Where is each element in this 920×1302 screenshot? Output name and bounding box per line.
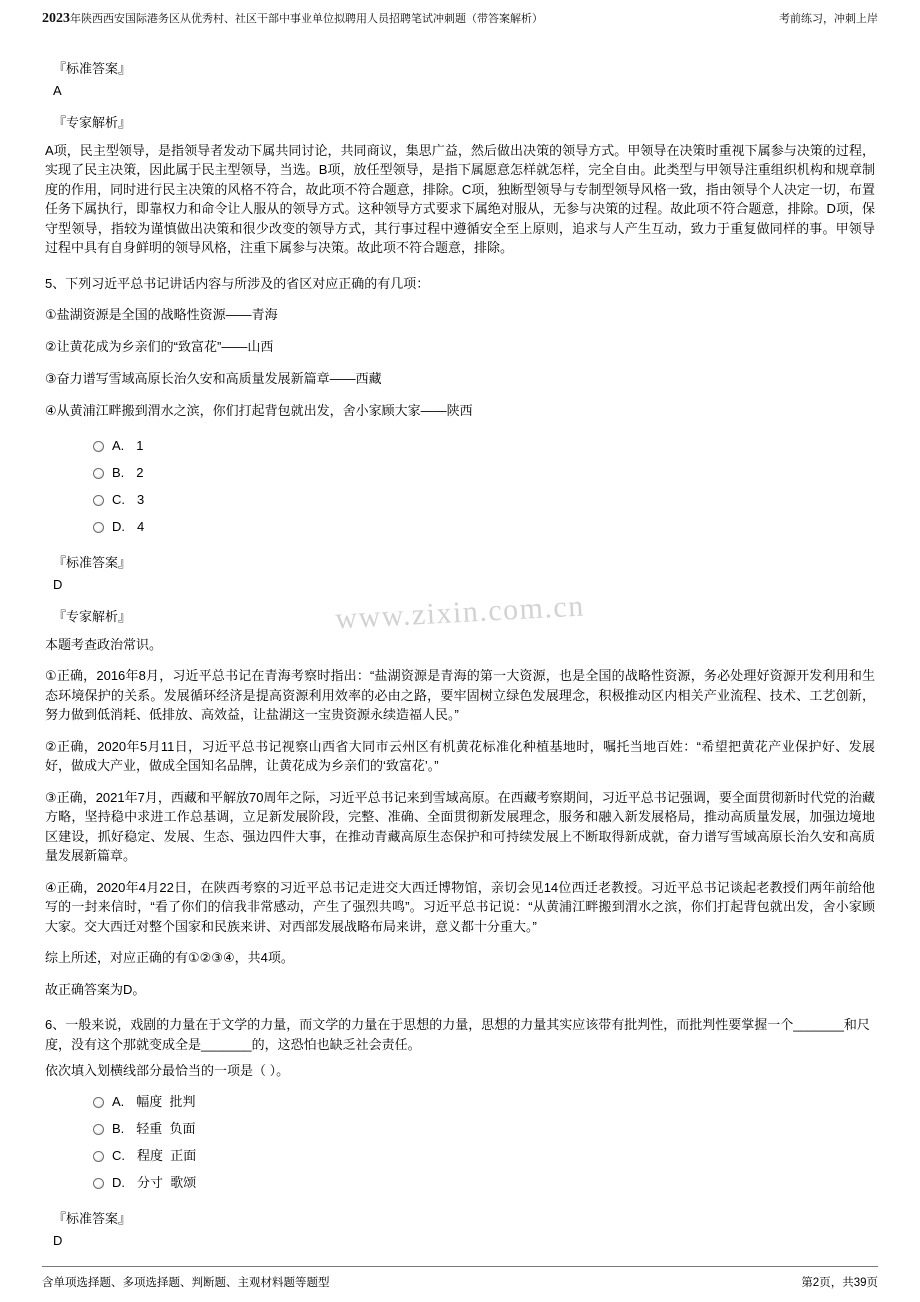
standard-answer-value: D bbox=[53, 577, 63, 593]
radio-button-icon[interactable] bbox=[93, 468, 104, 479]
footer-question-types-note: 含单项选择题、多项选择题、判断题、主观材料题等题型 bbox=[42, 1277, 330, 1289]
question-6-option-d[interactable] bbox=[93, 1170, 875, 1197]
option-text: 2 bbox=[136, 465, 144, 481]
question-5-item: ①盐湖资源是全国的战略性资源——青海 bbox=[45, 307, 278, 323]
question-5-stem: 5、下列习近平总书记讲话内容与所涉及的省区对应正确的有几项： bbox=[45, 275, 430, 291]
page-number: 第2页，共39页 bbox=[801, 1277, 878, 1289]
analysis-paragraph: ①正确，2016年8月，习近平总书记在青海考察时指出：“盐湖资源是青海的第一大资源，也是全国的战略性资源，务必处理好资源开发利用和生态环境保护的关系。发展循环经济是提高资源利用效率的必由之路，要牢固树立绿色发展理念，积极推动区内相关产业流程、技术、工艺创新，努力做到低消耗、低排放、高效益，让盐湖这一宝贵资源永续造福人民。” bbox=[45, 668, 875, 723]
page-footer bbox=[42, 1266, 878, 1290]
analysis-paragraph: ④正确，2020年4月22日，在陕西考察的习近平总书记走进交大西迁博物馆，亲切会见14位西迁老教授。习近平总书记谈起老教授们两年前给他写的一封来信时，“看了你们的信我非常感动，产生了强烈共鸣”。习近平总书记说：“从黄浦江畔搬到渭水之滨，你们打起背包就出发，舍小家顾大家。交大西迁对整个国家和民族来讲、对西部发展战略布局来讲，意义都十分重大。” bbox=[45, 879, 875, 934]
watermark: www.zixin.com.cn bbox=[334, 589, 586, 636]
question-5-options bbox=[93, 433, 875, 541]
option-text: 幅度 批判 bbox=[136, 1094, 196, 1110]
option-letter: B. bbox=[112, 465, 125, 481]
option-letter: D. bbox=[112, 1175, 125, 1191]
option-letter: A. bbox=[112, 438, 125, 454]
question-5-option-d[interactable] bbox=[93, 514, 875, 541]
header-title-text: 年陕西西安国际港务区从优秀村、社区干部中事业单位拟聘用人员招聘笔试冲刺题（带答案解析） bbox=[70, 13, 543, 25]
option-text: 分寸 歌颂 bbox=[137, 1175, 197, 1191]
option-text: 4 bbox=[137, 519, 145, 535]
radio-button-icon[interactable] bbox=[93, 441, 104, 452]
option-letter: D. bbox=[112, 519, 125, 535]
question-6-option-a[interactable] bbox=[93, 1089, 875, 1116]
standard-answer-label: 『标准答案』 bbox=[53, 61, 132, 76]
radio-button-icon[interactable] bbox=[93, 1097, 104, 1108]
question-5-option-a[interactable] bbox=[93, 433, 875, 460]
header-slogan: 考前练习，冲刺上岸 bbox=[779, 13, 878, 25]
question-5-option-c[interactable] bbox=[93, 487, 875, 514]
question-5-item: ③奋力谱写雪域高原长治久安和高质量发展新篇章——西藏 bbox=[45, 370, 382, 386]
question-5-item: ④从黄浦江畔搬到渭水之滨，你们打起背包就出发，舍小家顾大家——陕西 bbox=[45, 402, 473, 418]
radio-button-icon[interactable] bbox=[93, 1151, 104, 1162]
expert-analysis-label: 『专家解析』 bbox=[53, 609, 132, 625]
option-letter: A. bbox=[112, 1094, 125, 1110]
question-6-option-c[interactable] bbox=[93, 1143, 875, 1170]
expert-analysis-label: 『专家解析』 bbox=[53, 114, 132, 130]
question-6-options bbox=[93, 1089, 875, 1197]
analysis-conclusion: 综上所述，对应正确的有①②③④，共4项。 bbox=[45, 950, 294, 966]
option-letter: C. bbox=[112, 492, 125, 508]
radio-button-icon[interactable] bbox=[93, 495, 104, 506]
analysis-paragraph: A项，民主型领导，是指领导者发动下属共同讨论，共同商议，集思广益，然后做出决策的领导方式。甲领导在决策时重视下属参与决策的过程，实现了民主决策，因此属于民主型领导，当选。B项，放任型领导，是指下属愿意怎样就怎样，完全自由。此类型与甲领导注重组织机构和规章制度的作用，同时进行民主决策的风格不符合，故此项不符合题意，排除。C项，独断型领导与专制型领导风格一致，指由领导个人决定一切，布置任务下属执行，即靠权力和命令让人服从的领导方式。这种领导方式要求下属绝对服从，无参与决策的过程。故此项不符合题意，排除。D项，保守型领导，指较为谨慎做出决策和很少改变的领导方式，其行事过程中遵循安全至上原则，追求与人产生互动，致力于重复做同样的事。甲领导过程中具有自身鲜明的领导风格，注重下属参与决策。故此项不符合题意，排除。 bbox=[45, 142, 875, 256]
option-text: 3 bbox=[137, 492, 145, 508]
analysis-paragraph: ③正确，2021年7月，西藏和平解放70周年之际，习近平总书记来到雪域高原。在西藏考察期间，习近平总书记强调，要全面贯彻新时代党的治藏方略，坚持稳中求进工作总基调，立足新发展阶段，完整、准确、全面贯彻新发展理念，服务和融入新发展格局，推动高质量发展，加强边境地区建设，抓好稳定、发展、生态、强边四件大事，在推动青藏高原生态保护和可持续发展上不断取得新成就，奋力谱写雪域高原长治久安和高质量发展新篇章。 bbox=[45, 789, 875, 864]
header-title-year: 2023 bbox=[42, 11, 70, 26]
option-text: 1 bbox=[136, 438, 144, 454]
standard-answer-value: D bbox=[53, 1233, 63, 1249]
standard-answer-label: 『标准答案』 bbox=[53, 555, 132, 571]
radio-button-icon[interactable] bbox=[93, 1124, 104, 1135]
question-6-stem: 6、一般来说，戏剧的力量在于文学的力量，而文学的力量在于思想的力量，思想的力量其实应该带有批判性，而批判性要掌握一个_______和尺度，没有这个那就变成全是_______的，这恐怕也缺乏社会责任。 bbox=[45, 1017, 870, 1052]
standard-answer-value: A bbox=[53, 82, 62, 98]
question-5-option-b[interactable] bbox=[93, 460, 875, 487]
document-content bbox=[0, 27, 920, 1251]
header-title bbox=[42, 10, 543, 27]
radio-button-icon[interactable] bbox=[93, 1178, 104, 1189]
option-text: 程度 正面 bbox=[137, 1148, 197, 1164]
option-letter: C. bbox=[112, 1148, 125, 1164]
analysis-paragraph: 本题考查政治常识。 bbox=[45, 636, 163, 652]
option-text: 轻重 负面 bbox=[136, 1121, 196, 1137]
question-6-instruction: 依次填入划横线部分最恰当的一项是（ ）。 bbox=[45, 1063, 290, 1079]
analysis-final-answer: 故正确答案为D。 bbox=[45, 981, 146, 997]
analysis-paragraph: ②正确，2020年5月11日，习近平总书记视察山西省大同市云州区有机黄花标准化种植基地时，嘱托当地百姓：“希望把黄花产业保护好、发展好，做成大产业，做成全国知名品牌，让黄花成为乡亲们的‘致富花’。” bbox=[45, 738, 875, 774]
page-header bbox=[0, 0, 920, 27]
question-6-option-b[interactable] bbox=[93, 1116, 875, 1143]
standard-answer-label: 『标准答案』 bbox=[53, 1211, 132, 1227]
radio-button-icon[interactable] bbox=[93, 522, 104, 533]
option-letter: B. bbox=[112, 1121, 125, 1137]
question-5-item: ②让黄花成为乡亲们的“致富花”——山西 bbox=[45, 338, 274, 354]
